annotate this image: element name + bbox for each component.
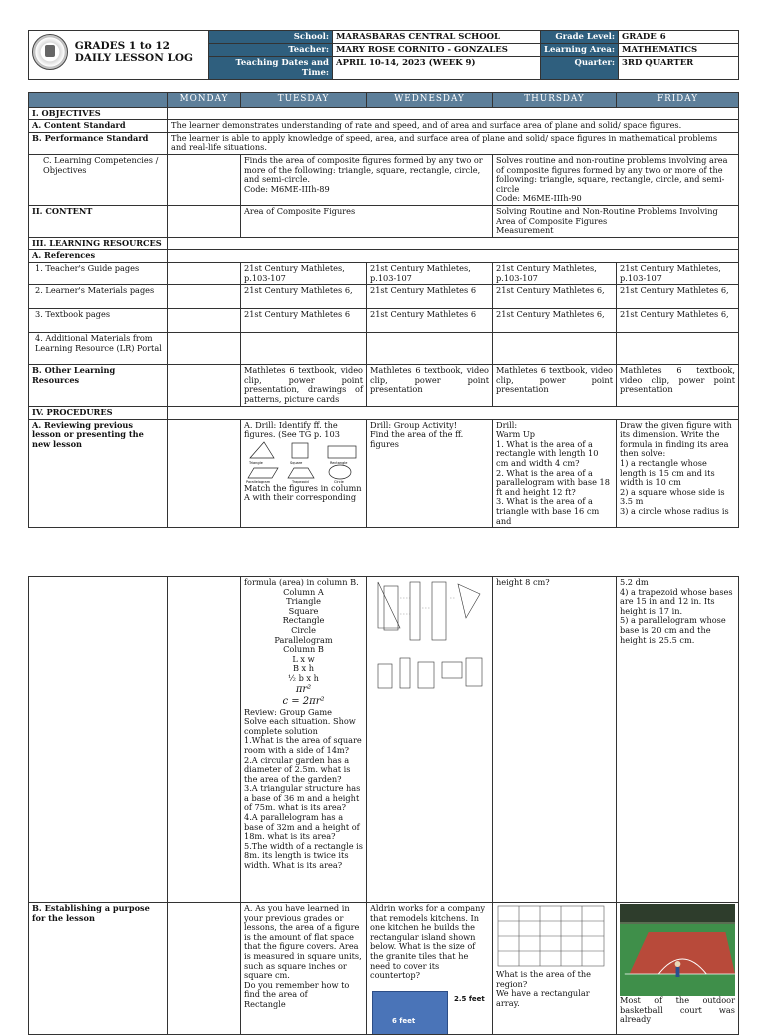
objectives-section: I. OBJECTIVES xyxy=(29,107,168,120)
quad-figure xyxy=(458,584,480,618)
day-monday: MONDAY xyxy=(168,93,241,108)
column-item: ½ b x h xyxy=(288,672,319,683)
content-tuesday: Area of Composite Figures xyxy=(241,205,493,237)
column-item: Rectangle xyxy=(282,615,325,626)
purpose-thursday xyxy=(493,903,617,1035)
header-title xyxy=(75,40,193,64)
rectangle-figure-4 xyxy=(418,662,434,688)
competency-thursday: Solves routine and non-routine problems involving area of composite figures formed by any two or more of the following: triangle, square, rectangle, circle, and semi-circle Code: M6ME-IIIh-90 xyxy=(493,154,739,205)
teacher-value: MARY ROSE CORNITO - GONZALES xyxy=(333,44,541,57)
school-label: School: xyxy=(209,31,333,44)
circle-shape xyxy=(329,465,351,479)
quarter-label: Quarter: xyxy=(541,57,619,80)
review-tuesday-text: A. Drill: Identify ff. the figures. (See TG p. 103 xyxy=(244,419,340,440)
column-item: Square xyxy=(288,605,319,616)
shape-label: Rectangle xyxy=(330,460,348,465)
lm-thursday: 21st Century Mathletes 6, xyxy=(493,285,617,309)
shape-label: Parallelogram xyxy=(246,479,271,484)
lesson-table xyxy=(28,92,739,528)
review-label: A. Reviewing previous lesson or presenting the new lesson xyxy=(29,419,168,528)
column-b-header: Column B xyxy=(283,644,324,655)
procedures-section: IV. PROCEDURES xyxy=(29,407,168,420)
other-resources-label: B. Other Learning Resources xyxy=(29,365,168,407)
island-width-label: 6 feet xyxy=(392,1016,416,1025)
area-label: Learning Area: xyxy=(541,44,619,57)
review-friday: Draw the given figure with its dimension. Write the formula in finding its area then solve: 1) a rectangle whose length is 15 cm and its width is 10 cm 2) a square whose side is 3.5 m 3) a circle whose radius is xyxy=(617,419,739,528)
triangle-figure xyxy=(378,582,400,628)
lm-wednesday: 21st Century Mathletes 6 xyxy=(367,285,493,309)
dates-value: APRIL 10-14, 2023 (WEEK 9) xyxy=(333,57,541,80)
column-item: B x h xyxy=(292,663,315,674)
tb-wednesday: 21st Century Mathletes 6 xyxy=(367,309,493,333)
column-item: c = 2πr² xyxy=(282,695,325,707)
composite-figure-drawings xyxy=(370,578,490,718)
tb-label: 3. Textbook pages xyxy=(29,309,168,333)
day-thursday: THURSDAY xyxy=(493,93,617,108)
review-friday-continued: 5.2 dm 4) a trapezoid whose bases are 15 in and 12 in. Its height is 17 in. 5) a parallelogram whose base is 20 cm and the height is 25.5 cm. xyxy=(617,577,739,903)
purpose-friday-text: Most of the outdoor basketball court was already xyxy=(620,995,735,1025)
group-game-text: Review: Group Game Solve each situation. Show complete solution 1.What is the area of square room with a side of 14m? 2.A circular garden has a diameter of 2.5m. what is the area of the garden? 3.A triangular structure has a base of 36 m and a height of 75m. what is its area? 4.A parallelogram has a base of 32m and a height of 18m. what is its area? 5.The width of a rectangle is 8m. its length is twice its width. What is its area? xyxy=(244,706,363,871)
day-wednesday: WEDNESDAY xyxy=(367,93,493,108)
purpose-thursday-text: What is the area of the region? We have a rectangular array. xyxy=(496,969,591,1008)
purpose-wednesday xyxy=(367,903,493,1035)
performance-standard: The learner is able to apply knowledge of speed, area, and surface area of plane and solid/ space figures in mathematical problems and real-life situations. xyxy=(168,132,739,154)
column-item: Triangle xyxy=(286,596,321,607)
purpose-friday xyxy=(617,903,739,1035)
grade-value: GRADE 6 xyxy=(619,31,739,44)
tall-rectangle-figure xyxy=(410,582,420,640)
shape-drawings xyxy=(244,440,362,484)
header-brand xyxy=(29,31,209,80)
competency-label: C. Learning Competencies / Objectives xyxy=(29,154,168,205)
day-tuesday: TUESDAY xyxy=(241,93,367,108)
purpose-label: B. Establishing a purpose for the lesson xyxy=(29,903,168,1035)
references-label: A. References xyxy=(29,250,168,263)
other-wednesday: Mathletes 6 textbook, video clip, power point presentation xyxy=(367,365,493,407)
shape-label: Circle xyxy=(334,479,344,484)
parallelogram-shape xyxy=(248,468,278,478)
lm-label: 2. Learner's Materials pages xyxy=(29,285,168,309)
content-section: II. CONTENT xyxy=(29,205,168,237)
lm-tuesday: 21st Century Mathletes 6, xyxy=(241,285,367,309)
tb-friday: 21st Century Mathletes 6, xyxy=(617,309,739,333)
school-value: MARASBARAS CENTRAL SCHOOL xyxy=(333,31,541,44)
shape-label: Triangle xyxy=(249,460,263,465)
review-thursday-continued: height 8 cm? xyxy=(493,577,617,903)
review-tuesday-text-2: Match the figures in column A with their corresponding xyxy=(244,482,362,503)
trapezoid-shape xyxy=(288,468,314,478)
title-line-2: DAILY LESSON LOG xyxy=(74,52,193,64)
column-item: Circle xyxy=(291,624,316,635)
kitchen-island-drawing xyxy=(370,987,489,1033)
quarter-value: 3RD QUARTER xyxy=(619,57,739,80)
island-rectangle xyxy=(372,991,448,1035)
tg-thursday: 21st Century Mathletes, p.103-107 xyxy=(493,262,617,284)
content-standard: The learner demonstrates understanding of rate and speed, and of area and surface area of plane and solid/ space figures. xyxy=(168,120,739,133)
kitchen-island-problem: Aldrin works for a company that remodels kitchens. In one kitchen he builds the rectangular island shown below. What is the size of the granite tiles that he need to cover its countertop? xyxy=(370,903,486,981)
rectangle-shape xyxy=(328,446,356,458)
rectangle-figure-6 xyxy=(466,658,482,686)
review-thursday: Drill: Warm Up 1. What is the area of a rectangle with length 10 cm and width 4 cm? 2. What is the area of a parallelogram with base 18 ft and height 12 ft? 3. What is the area of a triangle with base 16 cm and xyxy=(493,419,617,528)
continued-text-a: formula (area) in column B. xyxy=(244,577,359,587)
area-value: MATHEMATICS xyxy=(619,44,739,57)
additional-label: 4. Additional Materials from Learning Resource (LR) Portal xyxy=(29,333,168,365)
wednesday-figures xyxy=(367,577,493,903)
small-rectangle-figure xyxy=(378,664,392,688)
rectangle-figure-5 xyxy=(442,662,462,678)
rectangle-figure-3 xyxy=(400,658,410,688)
day-header-row xyxy=(29,93,739,108)
shape-label: Trapezoid xyxy=(292,479,309,484)
review-tuesday xyxy=(241,419,367,528)
column-item: πr² xyxy=(295,683,312,695)
tg-wednesday: 21st Century Mathletes, p.103-107 xyxy=(367,262,493,284)
rectangular-array-grid xyxy=(496,904,608,970)
rectangle-figure xyxy=(384,586,398,630)
basketball-court-photo xyxy=(620,904,735,996)
content-standard-label: A. Content Standard xyxy=(29,120,168,133)
column-item: Parallelogram xyxy=(274,634,333,645)
rectangle-figure-2 xyxy=(432,582,446,640)
island-depth-label: 2.5 feet xyxy=(454,994,485,1003)
tb-tuesday: 21st Century Mathletes 6 xyxy=(241,309,367,333)
purpose-tuesday: A. As you have learned in your previous grades or lessons, the area of a figure is the amount of flat space that the figure covers. Area is measured in square units, such as square inches or square cm. Do you remember how to find the area of Rectangle xyxy=(241,903,367,1035)
shape-label: Square xyxy=(290,460,303,465)
header-table xyxy=(28,30,739,80)
review-wednesday: Drill: Group Activity! Find the area of the ff. figures xyxy=(367,419,493,528)
title-line-1: GRADES 1 to 12 xyxy=(74,40,170,52)
review-tuesday-continued xyxy=(241,577,367,903)
tg-label: 1. Teacher's Guide pages xyxy=(29,262,168,284)
lesson-log-page-2 xyxy=(28,576,738,1035)
matching-columns xyxy=(244,588,363,708)
resources-section: III. LEARNING RESOURCES xyxy=(29,237,168,250)
competency-tuesday: Finds the area of composite figures formed by any two or more of the following: triangle, square, rectangle, circle, and semi-circle. Code: M6ME-IIIh-89 xyxy=(241,154,493,205)
other-tuesday: Mathletes 6 textbook, video clip, power point presentation, drawings of patterns, picture cards xyxy=(241,365,367,407)
lesson-log-page-1 xyxy=(28,30,738,528)
tg-tuesday: 21st Century Mathletes, p.103-107 xyxy=(241,262,367,284)
column-a-header: Column A xyxy=(283,586,324,597)
dates-label: Teaching Dates and Time: xyxy=(209,57,333,80)
deped-seal-icon xyxy=(32,34,68,70)
teacher-label: Teacher: xyxy=(209,44,333,57)
tg-friday: 21st Century Mathletes, p.103-107 xyxy=(617,262,739,284)
triangle-shape xyxy=(250,442,274,458)
other-friday: Mathletes 6 textbook, video clip, power point presentation xyxy=(617,365,739,407)
square-shape xyxy=(292,443,308,458)
performance-standard-label: B. Performance Standard xyxy=(29,132,168,154)
tb-thursday: 21st Century Mathletes 6, xyxy=(493,309,617,333)
grade-label: Grade Level: xyxy=(541,31,619,44)
content-thursday: Solving Routine and Non-Routine Problems Involving Area of Composite Figures Measurement xyxy=(493,205,739,237)
day-friday: FRIDAY xyxy=(617,93,739,108)
lesson-table-continued xyxy=(28,576,739,1035)
lm-friday: 21st Century Mathletes 6, xyxy=(617,285,739,309)
other-thursday: Mathletes 6 textbook, video clip, power point presentation xyxy=(493,365,617,407)
column-item: L x w xyxy=(292,653,315,664)
